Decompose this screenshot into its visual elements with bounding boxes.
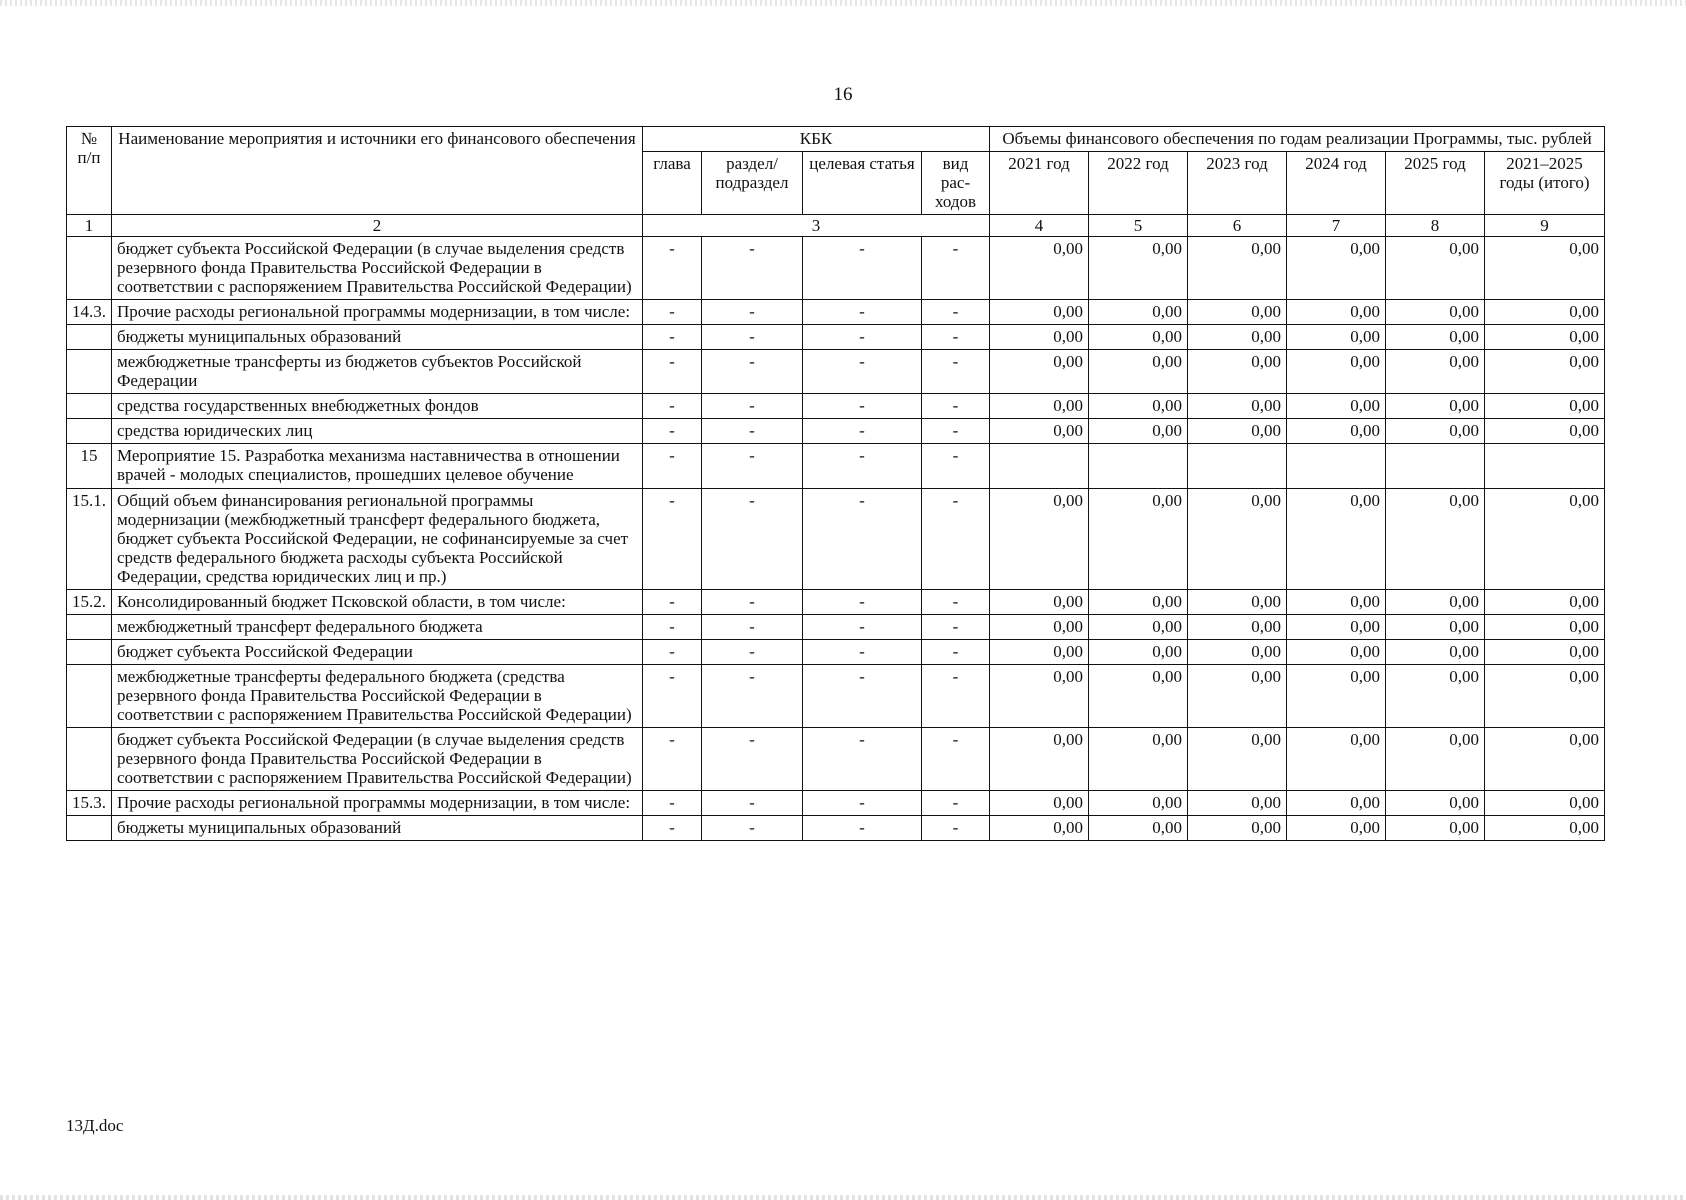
value-cell: 0,00 bbox=[1287, 419, 1386, 444]
table-row bbox=[67, 614, 1605, 639]
value-cell: 0,00 bbox=[1386, 790, 1485, 815]
table-row bbox=[67, 727, 1605, 790]
value-cell: 0,00 bbox=[1089, 639, 1188, 664]
row-number bbox=[67, 815, 112, 840]
value-cell: 0,00 bbox=[1188, 419, 1287, 444]
kbk-cell: - bbox=[702, 639, 803, 664]
row-name: Прочие расходы региональной программы модернизации, в том числе: bbox=[112, 790, 643, 815]
value-cell: 0,00 bbox=[1188, 325, 1287, 350]
kbk-cell: - bbox=[803, 488, 922, 589]
value-cell: 0,00 bbox=[1386, 614, 1485, 639]
table-row bbox=[67, 815, 1605, 840]
value-cell: 0,00 bbox=[1287, 394, 1386, 419]
value-cell: 0,00 bbox=[1485, 350, 1605, 394]
kbk-cell: - bbox=[803, 790, 922, 815]
row-name: Мероприятие 15. Разработка механизма наставничества в отношении врачей - молодых специалистов, прошедших целевое обучение bbox=[112, 444, 643, 488]
value-cell: 0,00 bbox=[990, 614, 1089, 639]
row-number: 15.3. bbox=[67, 790, 112, 815]
row-number bbox=[67, 394, 112, 419]
value-cell: 0,00 bbox=[1188, 727, 1287, 790]
value-cell: 0,00 bbox=[1287, 300, 1386, 325]
index-cell: 3 bbox=[643, 215, 990, 237]
footer-filename: 13Д.doc bbox=[66, 1116, 124, 1135]
header-year-2025: 2025 год bbox=[1386, 152, 1485, 215]
kbk-cell: - bbox=[702, 790, 803, 815]
value-cell: 0,00 bbox=[1386, 815, 1485, 840]
row-number bbox=[67, 639, 112, 664]
row-name: Прочие расходы региональной программы модернизации, в том числе: bbox=[112, 300, 643, 325]
value-cell: 0,00 bbox=[1089, 664, 1188, 727]
row-name: межбюджетные трансферты из бюджетов субъектов Российской Федерации bbox=[112, 350, 643, 394]
value-cell: 0,00 bbox=[990, 664, 1089, 727]
value-cell: 0,00 bbox=[1287, 639, 1386, 664]
index-cell: 8 bbox=[1386, 215, 1485, 237]
value-cell: 0,00 bbox=[1089, 394, 1188, 419]
kbk-cell: - bbox=[922, 325, 990, 350]
kbk-cell: - bbox=[702, 589, 803, 614]
row-name: межбюджетные трансферты федерального бюджета (средства резервного фонда Правительства Российской Федерации в соответствии с распоряжением Правительства Российской Федерации) bbox=[112, 664, 643, 727]
kbk-cell: - bbox=[702, 727, 803, 790]
kbk-cell: - bbox=[922, 727, 990, 790]
index-cell: 9 bbox=[1485, 215, 1605, 237]
table-row bbox=[67, 350, 1605, 394]
table-row bbox=[67, 237, 1605, 300]
value-cell: 0,00 bbox=[1188, 488, 1287, 589]
kbk-cell: - bbox=[643, 325, 702, 350]
table-row bbox=[67, 488, 1605, 589]
kbk-cell: - bbox=[803, 325, 922, 350]
kbk-cell: - bbox=[922, 350, 990, 394]
value-cell: 0,00 bbox=[990, 394, 1089, 419]
row-name: Общий объем финансирования региональной программы модернизации (межбюджетный трансферт федерального бюджета, бюджет субъекта Российской Федерации, не софинансируемые за счет средств федерального бюджета расходы субъекта Российской Федерации, средства юридических лиц и пр.) bbox=[112, 488, 643, 589]
row-name: бюджеты муниципальных образований bbox=[112, 815, 643, 840]
kbk-cell: - bbox=[702, 419, 803, 444]
row-number bbox=[67, 614, 112, 639]
value-cell: 0,00 bbox=[1188, 815, 1287, 840]
kbk-cell: - bbox=[643, 727, 702, 790]
kbk-cell: - bbox=[702, 815, 803, 840]
value-cell: 0,00 bbox=[1089, 815, 1188, 840]
row-number bbox=[67, 727, 112, 790]
kbk-cell: - bbox=[643, 614, 702, 639]
value-cell: 0,00 bbox=[1287, 664, 1386, 727]
value-cell: 0,00 bbox=[990, 639, 1089, 664]
value-cell: 0,00 bbox=[1485, 589, 1605, 614]
value-cell: 0,00 bbox=[1287, 815, 1386, 840]
kbk-cell: - bbox=[643, 790, 702, 815]
value-cell bbox=[1188, 444, 1287, 488]
value-cell: 0,00 bbox=[1485, 815, 1605, 840]
kbk-cell: - bbox=[643, 394, 702, 419]
page-number: 16 bbox=[833, 84, 853, 105]
kbk-cell: - bbox=[803, 614, 922, 639]
table-row bbox=[67, 419, 1605, 444]
value-cell: 0,00 bbox=[1485, 237, 1605, 300]
value-cell: 0,00 bbox=[1287, 790, 1386, 815]
value-cell: 0,00 bbox=[1089, 419, 1188, 444]
value-cell: 0,00 bbox=[1485, 325, 1605, 350]
table-row bbox=[67, 790, 1605, 815]
row-name: бюджеты муниципальных образований bbox=[112, 325, 643, 350]
kbk-cell: - bbox=[643, 350, 702, 394]
value-cell: 0,00 bbox=[1188, 639, 1287, 664]
value-cell: 0,00 bbox=[990, 237, 1089, 300]
header-name: Наименование мероприятия и источники его финансового обеспечения bbox=[112, 127, 643, 215]
value-cell: 0,00 bbox=[1386, 589, 1485, 614]
kbk-cell: - bbox=[803, 444, 922, 488]
kbk-cell: - bbox=[643, 488, 702, 589]
header-row-1 bbox=[67, 127, 1605, 152]
value-cell: 0,00 bbox=[1485, 300, 1605, 325]
kbk-cell: - bbox=[702, 614, 803, 639]
value-cell: 0,00 bbox=[1386, 350, 1485, 394]
value-cell: 0,00 bbox=[1287, 325, 1386, 350]
kbk-cell: - bbox=[922, 419, 990, 444]
value-cell: 0,00 bbox=[1485, 664, 1605, 727]
kbk-cell: - bbox=[803, 815, 922, 840]
row-number: 15 bbox=[67, 444, 112, 488]
kbk-cell: - bbox=[922, 444, 990, 488]
header-kbk-section: раздел/ подраздел bbox=[702, 152, 803, 215]
value-cell: 0,00 bbox=[990, 727, 1089, 790]
row-name: бюджет субъекта Российской Федерации (в случае выделения средств резервного фонда Правительства Российской Федерации в соответствии с распоряжением Правительства Российской Федерации) bbox=[112, 727, 643, 790]
header-index-row bbox=[67, 215, 1605, 237]
value-cell: 0,00 bbox=[1188, 664, 1287, 727]
value-cell: 0,00 bbox=[1188, 300, 1287, 325]
value-cell: 0,00 bbox=[990, 790, 1089, 815]
kbk-cell: - bbox=[922, 614, 990, 639]
kbk-cell: - bbox=[803, 237, 922, 300]
kbk-cell: - bbox=[803, 394, 922, 419]
table-row bbox=[67, 664, 1605, 727]
value-cell: 0,00 bbox=[1485, 639, 1605, 664]
row-name: Консолидированный бюджет Псковской области, в том числе: bbox=[112, 589, 643, 614]
kbk-cell: - bbox=[643, 815, 702, 840]
value-cell: 0,00 bbox=[1089, 237, 1188, 300]
index-cell: 4 bbox=[990, 215, 1089, 237]
kbk-cell: - bbox=[643, 237, 702, 300]
row-number bbox=[67, 350, 112, 394]
value-cell: 0,00 bbox=[1386, 300, 1485, 325]
value-cell: 0,00 bbox=[1287, 488, 1386, 589]
value-cell: 0,00 bbox=[1188, 350, 1287, 394]
row-name: межбюджетный трансферт федерального бюджета bbox=[112, 614, 643, 639]
kbk-cell: - bbox=[922, 815, 990, 840]
kbk-cell: - bbox=[922, 300, 990, 325]
value-cell: 0,00 bbox=[1287, 727, 1386, 790]
row-number bbox=[67, 419, 112, 444]
value-cell: 0,00 bbox=[990, 350, 1089, 394]
row-number: 15.1. bbox=[67, 488, 112, 589]
row-number bbox=[67, 664, 112, 727]
scan-edge-bottom bbox=[0, 1195, 1686, 1200]
kbk-cell: - bbox=[643, 664, 702, 727]
kbk-cell: - bbox=[643, 589, 702, 614]
value-cell: 0,00 bbox=[1485, 488, 1605, 589]
row-name: бюджет субъекта Российской Федерации bbox=[112, 639, 643, 664]
header-volumes: Объемы финансового обеспечения по годам реализации Программы, тыс. рублей bbox=[990, 127, 1605, 152]
value-cell: 0,00 bbox=[1089, 488, 1188, 589]
value-cell bbox=[1386, 444, 1485, 488]
value-cell: 0,00 bbox=[1386, 727, 1485, 790]
header-year-2023: 2023 год bbox=[1188, 152, 1287, 215]
value-cell bbox=[990, 444, 1089, 488]
row-name: средства юридических лиц bbox=[112, 419, 643, 444]
kbk-cell: - bbox=[702, 237, 803, 300]
value-cell: 0,00 bbox=[990, 300, 1089, 325]
header-kbk-target: целевая статья bbox=[803, 152, 922, 215]
value-cell: 0,00 bbox=[1386, 664, 1485, 727]
row-number bbox=[67, 237, 112, 300]
value-cell: 0,00 bbox=[1386, 488, 1485, 589]
kbk-cell: - bbox=[922, 488, 990, 589]
kbk-cell: - bbox=[643, 639, 702, 664]
kbk-cell: - bbox=[803, 727, 922, 790]
kbk-cell: - bbox=[922, 589, 990, 614]
value-cell: 0,00 bbox=[1386, 325, 1485, 350]
value-cell: 0,00 bbox=[1089, 790, 1188, 815]
value-cell: 0,00 bbox=[1386, 639, 1485, 664]
kbk-cell: - bbox=[922, 790, 990, 815]
value-cell: 0,00 bbox=[990, 419, 1089, 444]
value-cell: 0,00 bbox=[1386, 394, 1485, 419]
table-row bbox=[67, 589, 1605, 614]
row-name: бюджет субъекта Российской Федерации (в случае выделения средств резервного фонда Правительства Российской Федерации в соответствии с распоряжением Правительства Российской Федерации) bbox=[112, 237, 643, 300]
value-cell: 0,00 bbox=[1287, 350, 1386, 394]
scan-edge-top bbox=[0, 0, 1686, 6]
kbk-cell: - bbox=[702, 300, 803, 325]
table-row bbox=[67, 639, 1605, 664]
value-cell: 0,00 bbox=[1188, 614, 1287, 639]
value-cell: 0,00 bbox=[990, 589, 1089, 614]
value-cell: 0,00 bbox=[1188, 237, 1287, 300]
kbk-cell: - bbox=[922, 394, 990, 419]
kbk-cell: - bbox=[643, 419, 702, 444]
table-row bbox=[67, 444, 1605, 488]
header-year-total: 2021–2025 годы (итого) bbox=[1485, 152, 1605, 215]
value-cell bbox=[1287, 444, 1386, 488]
value-cell: 0,00 bbox=[1188, 790, 1287, 815]
value-cell: 0,00 bbox=[990, 325, 1089, 350]
value-cell: 0,00 bbox=[1188, 589, 1287, 614]
value-cell: 0,00 bbox=[990, 488, 1089, 589]
header-kbk-chapter: глава bbox=[643, 152, 702, 215]
value-cell: 0,00 bbox=[1386, 237, 1485, 300]
value-cell: 0,00 bbox=[990, 815, 1089, 840]
header-year-2024: 2024 год bbox=[1287, 152, 1386, 215]
index-cell: 2 bbox=[112, 215, 643, 237]
kbk-cell: - bbox=[702, 394, 803, 419]
kbk-cell: - bbox=[702, 488, 803, 589]
value-cell: 0,00 bbox=[1485, 727, 1605, 790]
kbk-cell: - bbox=[803, 664, 922, 727]
kbk-cell: - bbox=[702, 444, 803, 488]
value-cell bbox=[1485, 444, 1605, 488]
value-cell: 0,00 bbox=[1089, 614, 1188, 639]
kbk-cell: - bbox=[702, 350, 803, 394]
header-kbk-type: вид рас- ходов bbox=[922, 152, 990, 215]
header-year-2021: 2021 год bbox=[990, 152, 1089, 215]
value-cell: 0,00 bbox=[1485, 790, 1605, 815]
value-cell: 0,00 bbox=[1287, 589, 1386, 614]
value-cell: 0,00 bbox=[1287, 237, 1386, 300]
kbk-cell: - bbox=[643, 444, 702, 488]
value-cell: 0,00 bbox=[1485, 394, 1605, 419]
kbk-cell: - bbox=[702, 325, 803, 350]
value-cell: 0,00 bbox=[1089, 300, 1188, 325]
kbk-cell: - bbox=[643, 300, 702, 325]
index-cell: 1 bbox=[67, 215, 112, 237]
kbk-cell: - bbox=[803, 589, 922, 614]
row-number: 15.2. bbox=[67, 589, 112, 614]
header-kbk: КБК bbox=[643, 127, 990, 152]
kbk-cell: - bbox=[803, 639, 922, 664]
index-cell: 5 bbox=[1089, 215, 1188, 237]
index-cell: 6 bbox=[1188, 215, 1287, 237]
value-cell: 0,00 bbox=[1089, 727, 1188, 790]
kbk-cell: - bbox=[922, 664, 990, 727]
index-cell: 7 bbox=[1287, 215, 1386, 237]
table-row bbox=[67, 325, 1605, 350]
value-cell: 0,00 bbox=[1287, 614, 1386, 639]
table-body bbox=[67, 237, 1605, 841]
value-cell: 0,00 bbox=[1089, 325, 1188, 350]
row-number bbox=[67, 325, 112, 350]
value-cell: 0,00 bbox=[1485, 419, 1605, 444]
value-cell: 0,00 bbox=[1089, 350, 1188, 394]
value-cell: 0,00 bbox=[1188, 394, 1287, 419]
kbk-cell: - bbox=[702, 664, 803, 727]
kbk-cell: - bbox=[803, 419, 922, 444]
table-row bbox=[67, 394, 1605, 419]
row-name: средства государственных внебюджетных фондов bbox=[112, 394, 643, 419]
value-cell: 0,00 bbox=[1089, 589, 1188, 614]
kbk-cell: - bbox=[803, 350, 922, 394]
kbk-cell: - bbox=[922, 237, 990, 300]
header-num: № п/п bbox=[67, 127, 112, 215]
header-year-2022: 2022 год bbox=[1089, 152, 1188, 215]
financing-table bbox=[66, 126, 1605, 841]
value-cell: 0,00 bbox=[1485, 614, 1605, 639]
kbk-cell: - bbox=[922, 639, 990, 664]
table-row bbox=[67, 300, 1605, 325]
value-cell bbox=[1089, 444, 1188, 488]
value-cell: 0,00 bbox=[1386, 419, 1485, 444]
row-number: 14.3. bbox=[67, 300, 112, 325]
kbk-cell: - bbox=[803, 300, 922, 325]
